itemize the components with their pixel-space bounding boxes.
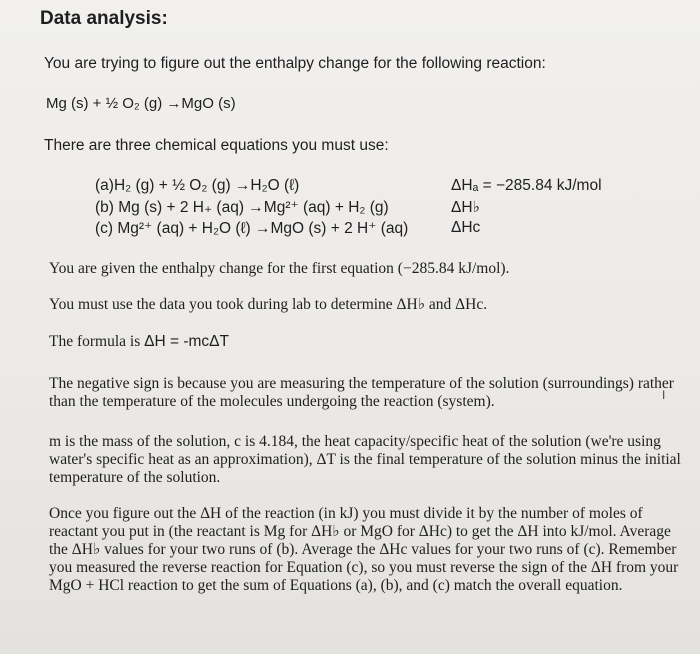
page-title: Data analysis: <box>40 8 168 29</box>
equation-a: (a)H₂ (g) + ½ O₂ (g) →H₂O (ℓ) <box>95 177 300 194</box>
equation-b: (b) Mg (s) + 2 H₊ (aq) →Mg²⁺ (aq) + H₂ (g) <box>95 199 389 216</box>
three-equations-text: There are three chemical equations you must use: <box>44 137 389 154</box>
instructions-paragraph: Once you figure out the ΔH of the reaction (in kJ) you must divide it by the number of moles of reactant you put in (the reactant is Mg for ΔH♭ or MgO for ΔHc) to get the ΔH into kJ/mol. Average the ΔH♭ values for your two runs of (b). Average the ΔHc values for your two runs of (c). Remember you measured the reverse reaction for Equation (c), so you must reverse the sign of the ΔH from your MgO + HCl reaction to get the sum of Equations (a), (b), and (c) match the overall equation. <box>49 505 679 594</box>
formula-label: The formula is <box>49 333 141 350</box>
text-cursor-icon: I <box>662 388 666 402</box>
enthalpy-b: ΔH♭ <box>451 199 480 216</box>
mass-paragraph: m is the mass of the solution, c is 4.184, the heat capacity/specific heat of the solution (we're using water's specific heat as an approximation), ΔT is the final temperature of the solution minus the initial temperature of the solution. <box>49 433 681 486</box>
enthalpy-c: ΔHc <box>451 219 481 236</box>
negative-sign-paragraph: The negative sign is because you are measuring the temperature of the solution (surroundings) rather than the temperature of the molecules undergoing the reaction (system). <box>49 375 674 410</box>
formula-line <box>49 333 229 351</box>
intro-text: You are trying to figure out the enthalpy change for the following reaction: <box>44 55 546 72</box>
overall-reaction: Mg (s) + ½ O₂ (g) →MgO (s) <box>46 95 236 112</box>
lab-data-text: You must use the data you took during lab to determine ΔH♭ and ΔHc. <box>49 296 488 313</box>
enthalpy-a: ΔHₐ = −285.84 kJ/mol <box>451 177 602 194</box>
equation-c: (c) Mg²⁺ (aq) + H₂O (ℓ) →MgO (s) + 2 H⁺ (aq) <box>95 220 409 237</box>
given-enthalpy-text: You are given the enthalpy change for the first equation (−285.84 kJ/mol). <box>49 260 510 277</box>
formula: ΔH = -mcΔT <box>144 333 229 350</box>
